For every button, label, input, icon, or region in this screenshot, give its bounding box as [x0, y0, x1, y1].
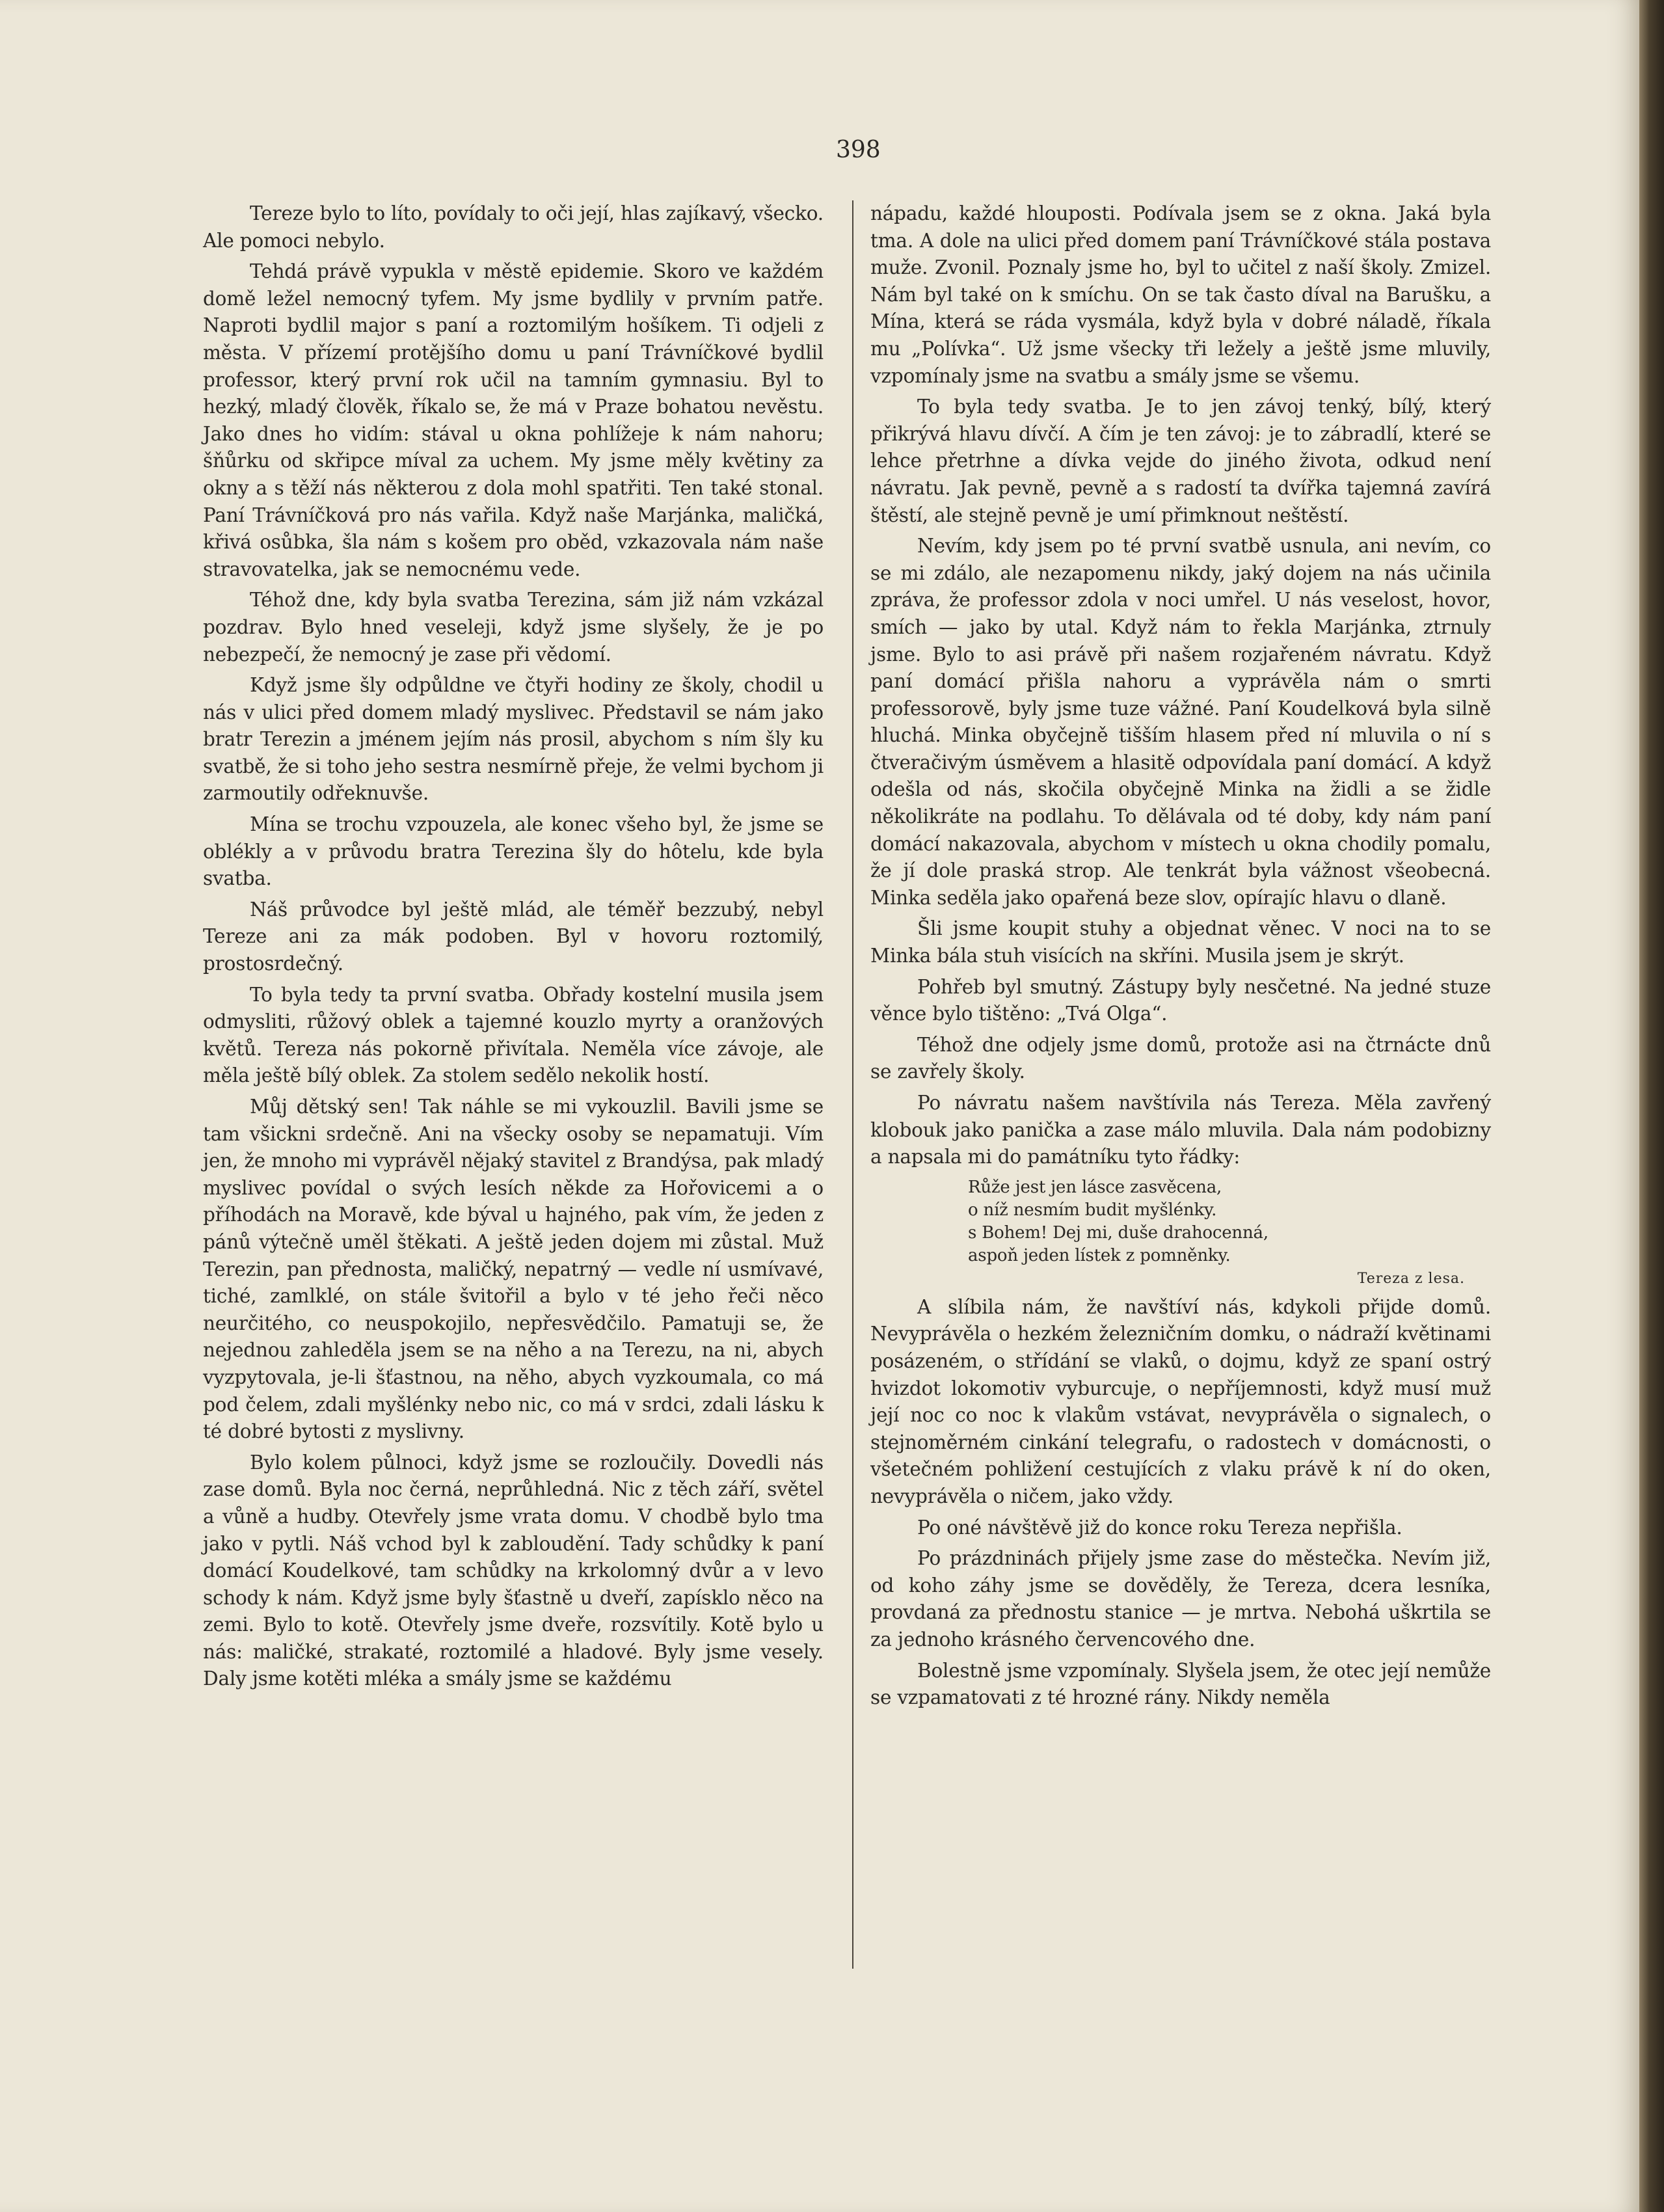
paragraph: Můj dětský sen! Tak náhle se mi vykouzlil. Bavili jsme se tam všickni srdečně. Ani na všecky osoby se nepamatuji. Vím jen, že mnoho mi vyprávěl nějaký stavitel z Brandýsa, pak mladý myslivec povídal o svých lesích někde za Hořovicemi a o příhodách na Moravě, kde býval u hajného, pak vím, že jeden z pánů výtečně uměl štěkati. A ještě jeden dojem mi zůstal. Muž Terezin, pan přednosta, maličký, nepatrný — vedle ní usmívavé, tiché, zamlklé, on stále švitořil a bylo v té jeho řeči něco neurčitého, co neuspokojilo, nepřesvědčilo. Pamatuji se, že nejednou zahleděla jsem se na něho a na Terezu, na ni, abych vyzpytovala, je-li šťastnou, na něho, abych vyzkoumala, co má pod čelem, zdali myšlénky nebo nic, co má v srdci, zdali lásku k té dobré bytosti z myslivny.	[203, 1096, 824, 1443]
paragraph: Tehdá právě vypukla v městě epidemie. Skoro ve každém domě ležel nemocný tyfem. My jsme bydlily v prvním patře. Naproti bydlil major s paní a roztomilým hošíkem. Ti odjeli z města. V přízemí protějšího domu u paní Trávníčkové bydlil professor, který první rok učil na tamním gymnasiu. Byl to hezký, mladý člověk, říkalo se, že má v Praze bohatou nevěstu. Jako dnes ho vidím: stával u okna pohlížeje k nám nahoru; šňůrku od skřipce míval za uchem. My jsme měly květiny za okny a s těží nás některou z dola mohl spatřiti. Ten také stonal. Paní Trávníčková pro nás vařila. Když naše Marjánka, maličká, křivá osůbka, šla nám s košem pro oběd, vzkazovala nám naše stravovatelka, jak se nemocnému vede.	[203, 260, 824, 580]
paragraph: Náš průvodce byl ještě mlád, ale téměř bezzubý, nebyl Tereze ani za mák podoben. Byl v hovoru roztomilý, prostosrdečný.	[203, 898, 824, 975]
paragraph: Tereze bylo to líto, povídaly to oči její, hlas zajíkavý, všecko. Ale pomoci nebylo.	[203, 202, 824, 252]
column-divider	[852, 200, 853, 1969]
paragraph: Když jsme šly odpůldne ve čtyři hodiny ze školy, chodil u nás v ulici před domem mladý myslivec. Představil se nám jako bratr Terezin a jménem jejím nás prosil, abychom s ním šly ku svatbě, že si toho jeho sestra nesmírně přeje, že velmi bychom ji zarmoutily odřeknuvše.	[203, 674, 824, 805]
paragraph: Po návratu našem navštívila nás Tereza. Měla zavřený klobouk jako panička a zase málo mluvila. Dala nám podobizny a napsala mi do památníku tyto řádky:	[870, 1092, 1491, 1168]
paragraph: Téhož dne, kdy byla svatba Terezina, sám již nám vzkázal pozdrav. Bylo hned veseleji, když jsme slyšely, že je po nebezpečí, že nemocný je zase při vědomí.	[203, 589, 824, 666]
paragraph: Mína se trochu vzpouzela, ale konec všeho byl, že jsme se oblékly a v průvodu bratra Terezina šly do hôtelu, kde byla svatba.	[203, 813, 824, 890]
poem-line: Růže jest jen lásce zasvěcena,	[968, 1177, 1222, 1197]
paragraph: Nevím, kdy jsem po té první svatbě usnula, ani nevím, co se mi zdálo, ale nezapomenu nikdy, jaký dojem na nás učinila zpráva, že professor zdola v noci umřel. U nás veselost, hovor, smích — jako by utal. Když nám to řekla Marjánka, ztrnuly jsme. Bylo to asi právě při našem rozjařeném návratu. Když paní domácí přišla nahoru a vyprávěla nám o smrti professorově, byly jsme tuze vážné. Paní Koudelková byla silně hluchá. Minka obyčejně tišším hlasem před ní mluvila o ní s čtveračivým úsměvem a hlasitě odpovídala paní domácí. A když odešla od nás, skočila obyčejně Minka na židli a se židle několikráte na podlahu. To dělávala od té doby, kdy nám paní domácí nakazovala, abychom v místech u okna chodily pomalu, že jí dole praská strop. Ale tenkrát byla vážnost všeobecná. Minka seděla jako opařená beze slov, opírajíc hlavu o dlaně.	[870, 535, 1491, 909]
paragraph: Bylo kolem půlnoci, když jsme se rozloučily. Dovedli nás zase domů. Byla noc černá, neprůhledná. Nic z těch září, světel a vůně a hudby. Otevřely jsme vrata domu. V chodbě bylo tma jako v pytli. Náš vchod byl k zabloudění. Tady schůdky k paní domácí Koudelkové, tam schůdky na krkolomný dvůr a v levo schody k nám. Když jsme byly šťastně u dveří, zapísklo něco na zemi. Bylo to kotě. Otevřely jsme dveře, rozsvítily. Kotě bylo u nás: maličké, strakaté, roztomilé a hladové. Byly jsme vesely. Daly jsme kotěti mléka a smály jsme se každému	[203, 1451, 824, 1690]
paragraph: To byla tedy svatba. Je to jen závoj tenký, bílý, který přikrývá hlavu dívčí. A čím je ten závoj: je to zábradlí, které se lehce přetrhne a dívka vejde do jiného života, odkud není návratu. Jak pevně, pevně a s radostí ta dvířka tajemná zavírá štěstí, ale stejně pevně je umí přimknout neštěstí.	[870, 396, 1491, 526]
paragraph: nápadu, každé hlouposti. Podívala jsem se z okna. Jaká byla tma. A dole na ulici před domem paní Trávníčkové stála postava muže. Zvonil. Poznaly jsme ho, byl to učitel z naší školy. Zmizel. Nám byl také on k smíchu. On se tak často díval na Barušku, a Mína, která se ráda vysmála, když byla v dobré náladě, říkala mu „Polívka“. Už jsme všecky tři ležely a ještě jsme mluvily, vzpomínaly jsme na svatbu a smály jsme se všemu.	[870, 202, 1491, 387]
poem-line: o níž nesmím budit myšlénky.	[968, 1200, 1217, 1220]
poem	[968, 1176, 1491, 1290]
paragraph: A slíbila nám, že navštíví nás, kdykoli přijde domů. Nevyprávěla o hezkém železničním domku, o nádraží květinami posázeném, o střídání se vlaků, o dojmu, když ze spaní ostrý hvizdot lokomotiv vyburcuje, o nepříjemnosti, když musí muž její noc co noc k vlakům vstávat, nevyprávěla o signalech, o stejnoměrném cinkání telegrafu, o radostech v domácnosti, o všetečném pohližení cestujících z vlaku právě k ní do oken, nevyprávěla o ničem, jako vždy.	[870, 1295, 1491, 1507]
page-number: 398	[836, 137, 881, 163]
paragraph: Téhož dne odjely jsme domů, protože asi na čtrnácte dnů se zavřely školy.	[870, 1033, 1491, 1083]
paragraph: Šli jsme koupit stuhy a objednat věnec. V noci na to se Minka bála stuh visících na skříni. Musila jsem je skrýt.	[870, 917, 1491, 967]
paragraph: Bolestně jsme vzpomínaly. Slyšela jsem, že otec její nemůže se vzpamatovati z té hrozné rány. Nikdy neměla	[870, 1659, 1491, 1709]
paragraph: To byla tedy ta první svatba. Obřady kostelní musila jsem odmysliti, růžový oblek a tajemné kouzlo myrty a oranžových květů. Tereza nás pokorně přivítala. Neměla více závoje, ale měla ještě bílý oblek. Za stolem sedělo nekolik hostí.	[203, 983, 824, 1087]
paragraph: Po prázdninách přijely jsme zase do městečka. Nevím již, od koho záhy jsme se dověděly, že Tereza, dcera lesníka, provdaná za přednostu stanice — je mrtva. Nebohá uškrtila se za jednoho krásného červencového dne.	[870, 1547, 1491, 1651]
right-column	[870, 200, 1491, 1716]
poem-line: s Bohem! Dej mi, duše drahocenná,	[968, 1222, 1268, 1243]
left-column	[203, 200, 824, 1697]
book-spine	[1639, 0, 1664, 2212]
paragraph: Pohřeb byl smutný. Zástupy byly nesčetné. Na jedné stuze věnce bylo tištěno: „Tvá Olga“.	[870, 975, 1491, 1025]
poem-line: aspoň jeden lístek z pomněnky.	[968, 1245, 1231, 1265]
paragraph: Po oné návštěvě již do konce roku Tereza nepřišla.	[917, 1516, 1402, 1539]
poem-signature: Tereza z lesa.	[1357, 1270, 1465, 1287]
